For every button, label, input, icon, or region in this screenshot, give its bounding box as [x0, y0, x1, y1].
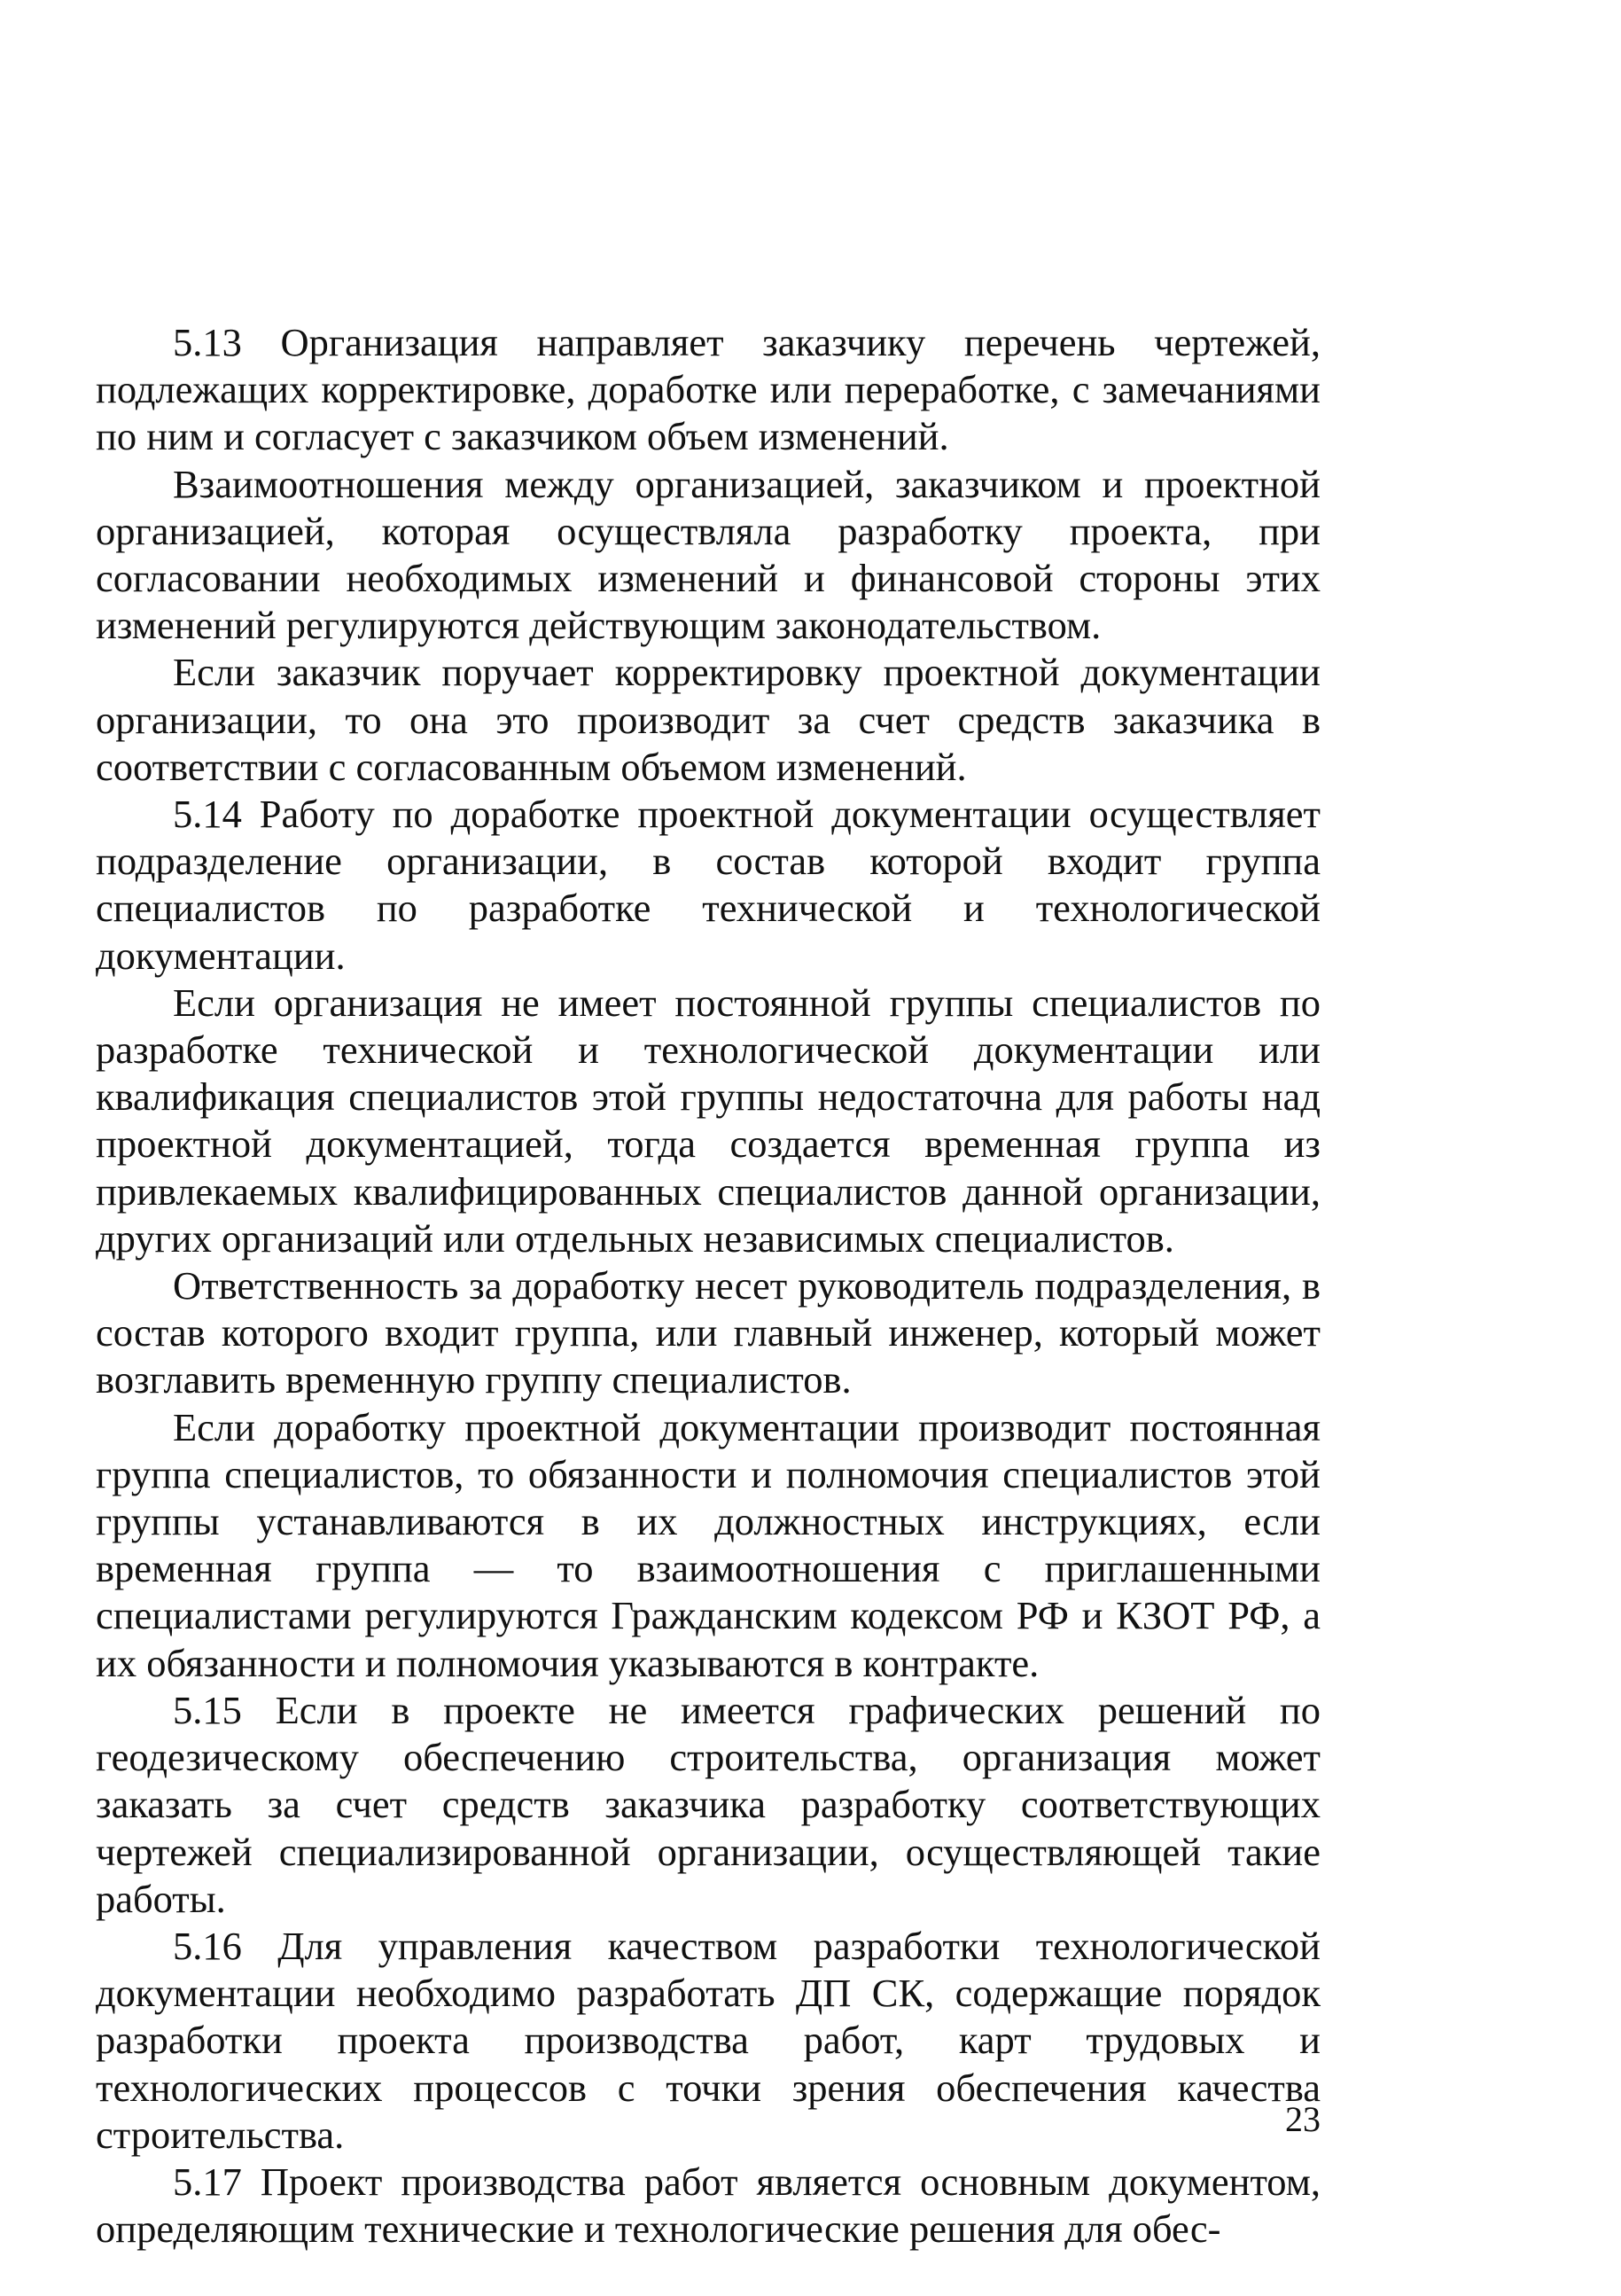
- paragraph-5-14: 5.14 Работу по доработке проектной документации осуществляет подразделение организации, в состав которой входит группа специалистов по разработке технической и технологической документации.: [96, 792, 1321, 978]
- body-text: [96, 319, 1321, 2253]
- paragraph-duties: Если доработку проектной документации производит постоянная группа специалистов, то обязанности и полномочия специалистов этой группы устанавливаются в их должностных инструкциях, если временная группа — то взаимоотношения с приглашенными специалистами регулируются Гражданским кодексом РФ и КЗОТ РФ, а их обязанности и полномочия указываются в контракте.: [96, 1404, 1321, 1685]
- paragraph-5-13: 5.13 Организация направляет заказчику перечень чертежей, подлежащих корректировке, доработке или переработке, с замечаниями по ним и согласует с заказчиком объем изменений.: [96, 320, 1321, 459]
- paragraph-5-17: 5.17 Проект производства работ является основным документом, определяющим технические и технологические решения для обес-: [96, 2159, 1321, 2252]
- paragraph-5-15: 5.15 Если в проекте не имеется графических решений по геодезическому обеспечению строительства, организация может заказать за счет средств заказчика разработку соответствующих чертежей специализированной организации, осуществляющей такие работы.: [96, 1687, 1321, 1921]
- paragraph-temporary-group: Если организация не имеет постоянной группы специалистов по разработке технической и технологической документации или квалификация специалистов этой группы недостаточна для работы над проектной документацией, тогда создается временная группа из привлекаемых квалифицированных специалистов данной организации, других организаций или отдельных независимых специалистов.: [96, 980, 1321, 1261]
- paragraph-relations: Взаимоотношения между организацией, заказчиком и проектной организацией, которая осуществляла разработку проекта, при согласовании необходимых изменений и финансовой стороны этих изменений регулируются действующим законодательством.: [96, 461, 1321, 648]
- paragraph-5-16: 5.16 Для управления качеством разработки технологической документации необходимо разработать ДП СК, содержащие порядок разработки проекта производства работ, карт трудовых и технологических процессов с точки зрения обеспечения качества строительства.: [96, 1923, 1321, 2157]
- paragraph-customer-correction: Если заказчик поручает корректировку проектной документации организации, то она это производит за счет средств заказчика в соответствии с согласованным объемом изменений.: [96, 650, 1321, 789]
- paragraph-responsibility: Ответственность за доработку несет руководитель подразделения, в состав которого входит группа, или главный инженер, который может возглавить временную группу специалистов.: [96, 1263, 1321, 1402]
- page-number: 23: [1285, 2099, 1321, 2139]
